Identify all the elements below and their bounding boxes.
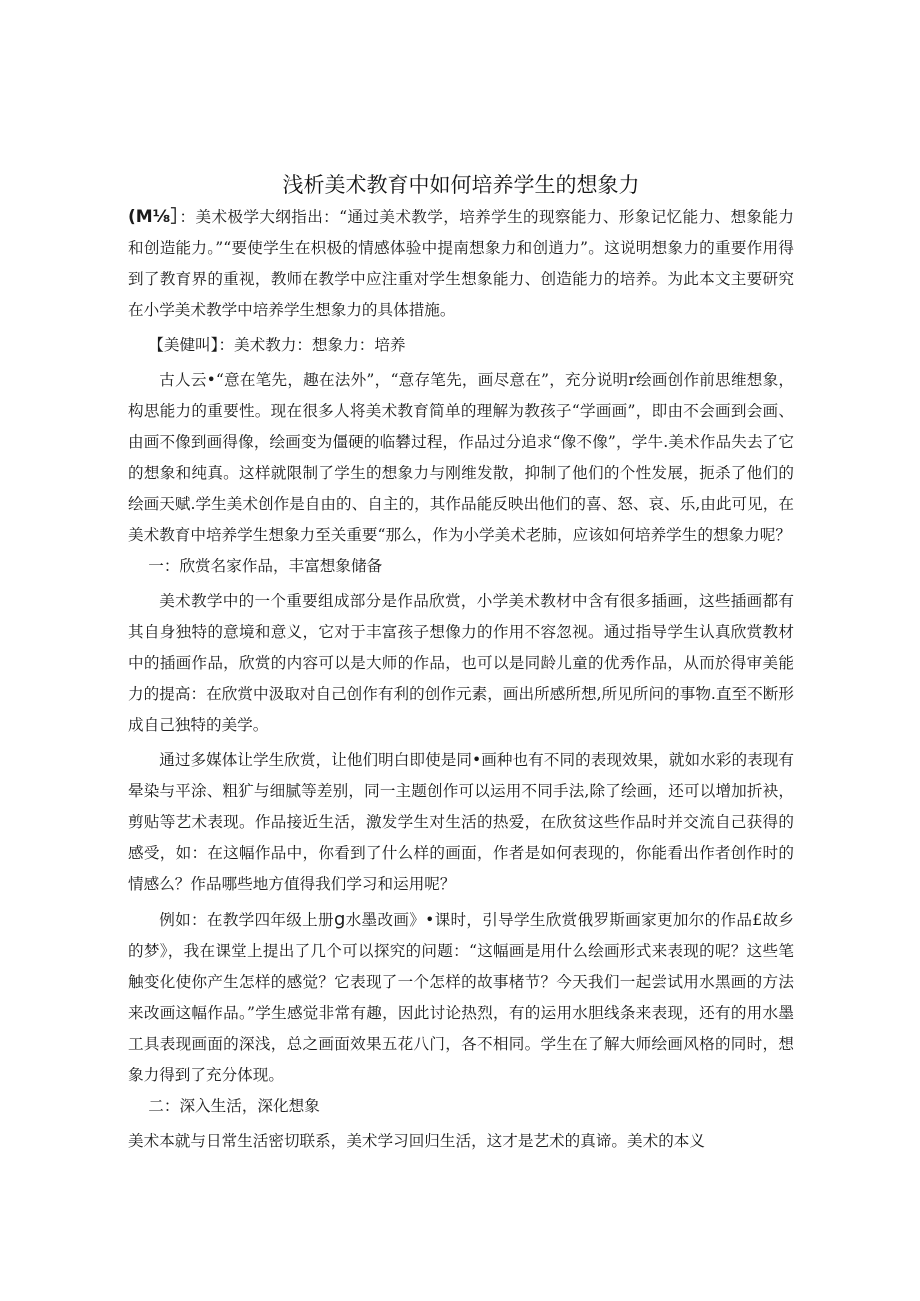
body-paragraph-3: 通过多媒体让学生欣赏，让他们明白即使是同•画种也有不同的表现效果，就如水彩的表现有晕染与平涂、粗犷与细腻等差别，同一主题创作可以运用不同手法,除了绘画，还可以增加折袂，剪贴等艺术表现。作品接近生活，激发学生对生活的热爱，在欣贫这些作品时并交流自己获得的感受，如：在这幅作品中，你看到了什么样的画面，作者是如何表现的，你能看出作者创作时的情感么？作品哪些地方值得我们学习和运用呢？ <box>128 751 794 893</box>
abstract-text: ：美术极学大纲指出：“通过美术教学，培养学生的现察能力、形象记忆能力、想象能力和创造能力。”“要使学生在枳极的情感体验中提南想象力和创逍力”。这说明想象力的重要作用得到了教育界的重视，教师在教学中应注重对学生想象能力、创造能力的培养。为此本文主要研究在小学美术教学中培养学生想象力的具体措施。 <box>128 208 794 319</box>
document-page <box>128 170 794 1157</box>
abstract-label: (M⅛］ <box>128 207 180 227</box>
abstract-paragraph <box>128 202 794 326</box>
body-paragraph-4-glyph: g <box>333 909 346 930</box>
body-paragraph-4-rest: 水墨改画》•课时，引导学生欣赏俄罗斯画家更加尔的作品£故乡的梦》，我在课堂上提出了几个可以探究的问题：“这幅画是用什么绘画形式来表现的呢？这些笔触变化使你产生怎样的感觉？它表现了一个怎样的故事楮节？今天我们一起尝试用水黑画的方法来改画这幅作品。”学生感觉非常有趣，因此讨论热烈，有的运用水胆线条来表现，还有的用水墨工具表现画面的深浅，总之画面效果五花八门，各不相同。学生在了解大师绘画风格的同时，想象力得到了充分体现。 <box>128 911 794 1084</box>
body-paragraph-5: 美术本就与日常生活密切联系，美术学习回归生活，这才是艺术的真谛。美术的本义 <box>128 1132 705 1150</box>
body-paragraph-2: 美术教学中的一个重要组成部分是作品欣赏，小学美术教材中含有很多插画，这些插画都有其自身独特的意境和意义，它对于丰富孩子想像力的作用不容忽视。通过指导学生认真欣赏教材中的插画作品，欣赏的内容可以是大师的作品，也可以是同龄儿童的优秀作品，从而於得审美能力的提高：在欣赏中汲取对自己创作有利的创作元素，画出所感所想,所见所问的事物.直至不断形成自己独特的美学。 <box>128 592 794 734</box>
document-title: 浅析美术教育中如何培养学生的想象力 <box>282 173 640 197</box>
keywords-label: 【美健叫】 <box>148 336 219 354</box>
section-heading-2: 二：深入生活，深化想象 <box>148 1097 320 1115</box>
body-paragraph-1: 古人云•“意在笔先，趣在法外”，“意存笔先，画尽意在”，充分说明r绘画创作前思维想象，构思能力的重要性。现在很多人将美术教育简单的理解为教孩子“学画画”，即由不会画到会画、由画不像到画得像，绘画变为僵硬的临礬过程，作品过分追求“像不像”，学牛.美术作品失去了它的想象和纯真。这样就限制了学生的想象力与刚维发散，抑制了他们的个性发展，扼杀了他们的绘画天赋.学生美术创作是自由的、自主的，其作品能反映出他们的喜、怒、哀、乐,由此可见，在美术教育中培养学生想象力至关重要“那么，作为小学美术老肺，应该如何培养学生的想象力呢？ <box>128 371 794 544</box>
keywords-paragraph <box>128 330 794 361</box>
body-paragraph-4-start: 例如：在教学四年级上册 <box>159 911 334 929</box>
body-paragraph-4 <box>128 904 794 1091</box>
section-heading-1: 一：欣赏名家作品，丰富想象储备 <box>148 557 383 575</box>
keywords-text: ：美术教力：想象力：培养 <box>218 336 406 354</box>
